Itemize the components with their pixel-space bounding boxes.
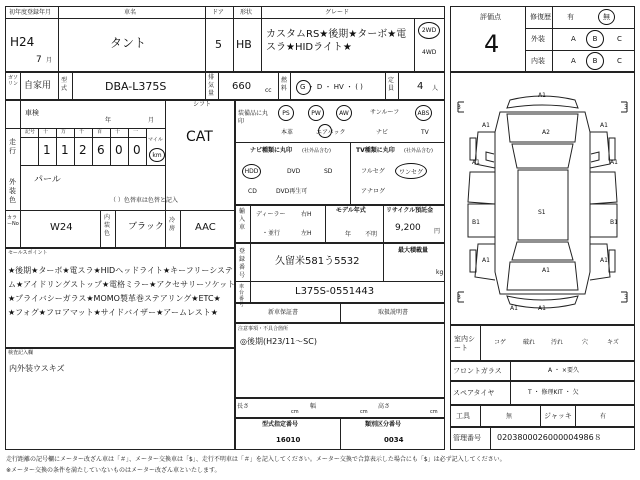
ac-value: AAC <box>195 222 216 233</box>
aw-item: AW <box>339 109 349 117</box>
jack-label: ジャッキ <box>544 412 572 420</box>
bracket-fr: 3 <box>624 104 628 111</box>
tv-item: TV <box>421 129 429 136</box>
repair-label: 修復歴 <box>530 13 551 21</box>
color-no-label: カラーNo <box>7 215 19 227</box>
displacement-label: 排気量 <box>208 74 215 97</box>
tools-row <box>450 405 635 427</box>
seat-condition-item: コゲ <box>494 339 507 346</box>
capacity-label: 定員 <box>388 77 395 92</box>
damage-mark: A1 <box>542 267 550 274</box>
seat-condition-item: 穴 <box>582 339 589 346</box>
yen-unit: 円 <box>434 228 441 235</box>
manual-label: 取扱説明書 <box>378 309 409 316</box>
shift-value: CAT <box>186 129 213 145</box>
ac-label: 冷房 <box>169 217 176 232</box>
type-value: 16010 <box>276 436 301 444</box>
damage-mark: A1 <box>482 122 490 129</box>
hdd-circle <box>242 164 261 179</box>
analog-item: アナログ <box>361 188 386 195</box>
int-grade-c: C <box>617 57 622 65</box>
tv-type-note: (社外品含む) <box>404 148 433 154</box>
ext-grade-a: A <box>571 35 576 43</box>
shift-label: シフト <box>193 101 212 108</box>
use-row <box>5 72 445 100</box>
km-circle <box>149 148 165 162</box>
seat-condition-item: キズ <box>607 339 619 346</box>
cc-unit: cc <box>265 87 272 94</box>
bracket-rl: 3 <box>457 294 461 301</box>
interior-color-value: ブラック <box>128 222 164 232</box>
repair-no: 無 <box>603 13 610 21</box>
bracket-fl: 3 <box>457 104 461 111</box>
interior-label: 内装 <box>531 57 545 65</box>
first-reg-month: 7 <box>36 55 42 65</box>
damage-mark: A1 <box>482 257 490 264</box>
drive-2wd: 2WD <box>421 27 437 34</box>
damage-mark: S1 <box>538 209 546 216</box>
grade-label: グレード <box>325 9 350 16</box>
inspection-label: 車検 <box>25 109 39 117</box>
seat-condition-item: 破れ <box>523 339 536 346</box>
digit-header: 千 <box>79 129 85 135</box>
oneseg-circle <box>395 163 427 179</box>
width-label: 幅 <box>310 403 317 410</box>
digit-header: 一 <box>133 129 139 135</box>
damage-mark: A1 <box>472 159 480 166</box>
ps-circle <box>278 105 294 121</box>
front-glass-value: A ・ ×要久 <box>548 367 579 374</box>
left-hand-opt: 左H <box>301 230 312 237</box>
tools-value: 無 <box>506 413 513 420</box>
pw-item: PW <box>311 109 321 117</box>
sales-points-label: セールスポイント <box>8 250 48 256</box>
use-value: 自家用 <box>24 81 52 91</box>
dvd-play-item: DVD再生可 <box>276 188 308 195</box>
bracket-rr: 3 <box>624 294 628 301</box>
mileage-digit: 0 <box>133 143 141 157</box>
sales-line-4: ★フォグ★フロアマット★サイドバイザー★アームレスト★ <box>8 308 218 317</box>
repair-no-circle <box>598 9 615 25</box>
seat-condition-item: 汚れ <box>551 339 564 346</box>
car-diagram <box>450 72 635 325</box>
mileage-digit: 2 <box>79 143 87 157</box>
model-year-unknown: 不明 <box>365 231 378 238</box>
height-label: 高さ <box>378 403 391 410</box>
width-cm: cm <box>360 409 368 415</box>
footer-line-1: 走行距離の記号欄にメーター改ざん車は「＃」、メーター交換車は「$」、走行不明車は「＃」を記入してください。メーター交換で合算表示した場合にも「$」は必ず記入してください。 <box>6 456 506 463</box>
capacity-value: 4 <box>417 81 424 92</box>
import-label: 輸入車 <box>239 208 246 231</box>
color-note: （ ）色替車は色替と記入 <box>110 197 178 204</box>
front-glass-label: フロントガラス <box>453 367 502 375</box>
dealer-opt: ディーラー <box>256 211 286 218</box>
damage-mark: A1 <box>600 257 608 264</box>
navi-item: ナビ <box>376 129 389 136</box>
name-label: 車名 <box>124 9 137 16</box>
nav-type-label: ナビ種類に丸印 <box>250 147 293 154</box>
jack-value: 有 <box>600 413 607 420</box>
equipment-label: 装備品に丸印 <box>238 110 269 125</box>
int-grade-a: A <box>571 57 576 65</box>
chassis-label: 車台番号 <box>239 284 245 308</box>
kg-unit: kg <box>436 269 444 276</box>
dvd-item: DVD <box>287 168 301 175</box>
max-load-label: 最大積載量 <box>398 247 429 254</box>
inspection-month: 月 <box>148 117 155 124</box>
parallel-opt: ・並行 <box>262 230 281 237</box>
model-value: DBA-L375S <box>105 80 167 93</box>
digit-header: 記号 <box>25 129 36 135</box>
ps-item: PS <box>282 109 290 117</box>
sales-line-2: ム★アイドリングストップ★電格ミラー★アクセサリーソケット <box>8 280 236 289</box>
seat-label: 室内シート <box>454 335 475 352</box>
warranty-label: 新車保証書 <box>268 309 299 316</box>
digit-header: 十 <box>115 129 121 135</box>
right-hand-opt: 右H <box>301 211 312 218</box>
mileage-digit: 0 <box>115 143 123 157</box>
sales-line-1: ★後期★ターボ★電スラ★HIDヘッドライト★キーフリーシステ <box>8 266 233 275</box>
inspector-value: 内外装ウスキズ <box>9 364 65 373</box>
spare-label: スペアタイヤ <box>453 389 495 397</box>
displacement-value: 660 <box>232 81 252 92</box>
type-label: 型式指定番号 <box>262 421 299 428</box>
int-grade-b: B <box>592 57 598 65</box>
model-year-unit: 年 <box>345 231 352 238</box>
damage-mark: A1 <box>600 122 608 129</box>
damage-mark: B1 <box>472 219 480 226</box>
exterior-label: 外装 <box>531 35 545 43</box>
sales-points-text <box>8 264 234 320</box>
digit-header: 百 <box>97 129 103 135</box>
interior-color-label: 内装色 <box>104 214 111 237</box>
mileage-digit: 1 <box>43 143 51 157</box>
chassis-value: L375S-0551443 <box>295 286 375 297</box>
abs-circle <box>415 105 432 121</box>
reg-number-label: 登録番号 <box>239 248 246 279</box>
repair-yes: 有 <box>567 13 574 21</box>
abs-item: ABS <box>417 109 430 117</box>
damage-mark: A1 <box>538 92 546 99</box>
model-year-label: モデル年式 <box>336 207 366 214</box>
recycle-value: 9,200 <box>395 223 421 233</box>
drive-2wd-circle <box>418 22 440 39</box>
height-cm: cm <box>430 409 438 415</box>
inspector-label: 検査記入欄 <box>8 350 34 356</box>
recycle-label: リサイクル預託金 <box>386 207 434 214</box>
hdd-item: HDD <box>244 168 259 175</box>
pw-circle <box>308 105 324 121</box>
first-reg-label: 初年度登録年月 <box>9 9 52 16</box>
aw-circle <box>336 105 352 121</box>
fullseg-item: フルセグ <box>361 168 385 175</box>
mileage-digit: 6 <box>97 143 105 157</box>
digit-header: 万 <box>61 129 67 135</box>
door-count: 5 <box>215 38 222 51</box>
color-value: パール <box>34 175 61 185</box>
ext-grade-c: C <box>617 35 622 43</box>
footer-line-2: ※メーター交換の条件を満たしていないものはメーター改ざん車といたします。 <box>6 467 221 474</box>
damage-mark: B1 <box>610 219 618 226</box>
drive-4wd: 4WD <box>422 49 437 56</box>
tools-label: 工具 <box>456 412 470 420</box>
length-label: 長さ <box>237 403 250 410</box>
digit-header: 十 <box>43 129 49 135</box>
notes-value: ◎後期(H23/11～SC) <box>240 337 317 346</box>
ext-grade-b-circle <box>586 30 604 48</box>
first-reg-year: H24 <box>10 35 35 49</box>
ext-grade-b: B <box>592 35 598 43</box>
km-unit: km <box>152 151 162 159</box>
leather-item: 本革 <box>281 129 294 136</box>
class-label: 類別区分番号 <box>365 421 402 428</box>
inspection-year: 年 <box>105 117 112 124</box>
sd-item: SD <box>324 168 333 175</box>
body-shape: HB <box>236 38 252 51</box>
length-cm: cm <box>291 409 299 415</box>
mileage-label: 走行 <box>9 138 16 155</box>
score-label: 評価点 <box>480 13 501 21</box>
nav-type-note: (社外品含む) <box>302 148 331 154</box>
notes-block <box>235 323 445 398</box>
capacity-unit: 人 <box>432 85 439 92</box>
door-label: ドア <box>212 9 224 16</box>
fuel-label: 燃料 <box>281 77 288 92</box>
sunroof-item: サンルーフ <box>370 109 400 116</box>
damage-mark: A2 <box>542 129 550 136</box>
class-value: 0034 <box>384 436 404 444</box>
model-label: 型式 <box>61 77 68 92</box>
admin-value: 0203800026000004986８ <box>497 433 602 442</box>
fuel-options: G ・ D ・ HV ・ ( ) <box>300 83 363 91</box>
airbag-circle <box>318 124 332 138</box>
spare-value: T ・ 修理KIT ・ 欠 <box>528 389 579 396</box>
mile-unit: マイル <box>148 137 163 143</box>
oneseg-item: ワンセグ <box>398 168 423 176</box>
damage-mark: A1 <box>538 305 546 312</box>
color-label: 外装色 <box>9 178 16 204</box>
car-name: タント <box>110 36 147 50</box>
month-unit: 月 <box>46 57 53 64</box>
color-no-value: W24 <box>50 222 73 233</box>
size-block <box>235 398 445 418</box>
airbag-item: エアバック <box>316 129 346 136</box>
score-value: 4 <box>484 30 500 58</box>
reg-number-value: 久留米581う5532 <box>275 256 360 267</box>
fuel-g-circle <box>296 80 311 95</box>
gasoline-label: ガソリン <box>8 75 19 87</box>
int-grade-b-circle <box>586 52 604 70</box>
tv-type-label: TV種類に丸印 <box>356 147 395 154</box>
shape-label: 形状 <box>240 9 253 16</box>
sales-line-3: ★プライバシーガラス★MOMO製革巻ステアリング★ETC★ <box>8 294 221 303</box>
cd-item: CD <box>248 188 257 195</box>
grade-value: カスタムRS★後期★ターボ★電スラ★HIDライト★ <box>266 29 407 53</box>
damage-mark: A1 <box>510 305 518 312</box>
notes-label: 注意事項・不具合箇所 <box>238 326 289 332</box>
damage-mark: A1 <box>610 159 618 166</box>
admin-label: 管理番号 <box>453 434 481 442</box>
mileage-digit: 1 <box>61 143 69 157</box>
